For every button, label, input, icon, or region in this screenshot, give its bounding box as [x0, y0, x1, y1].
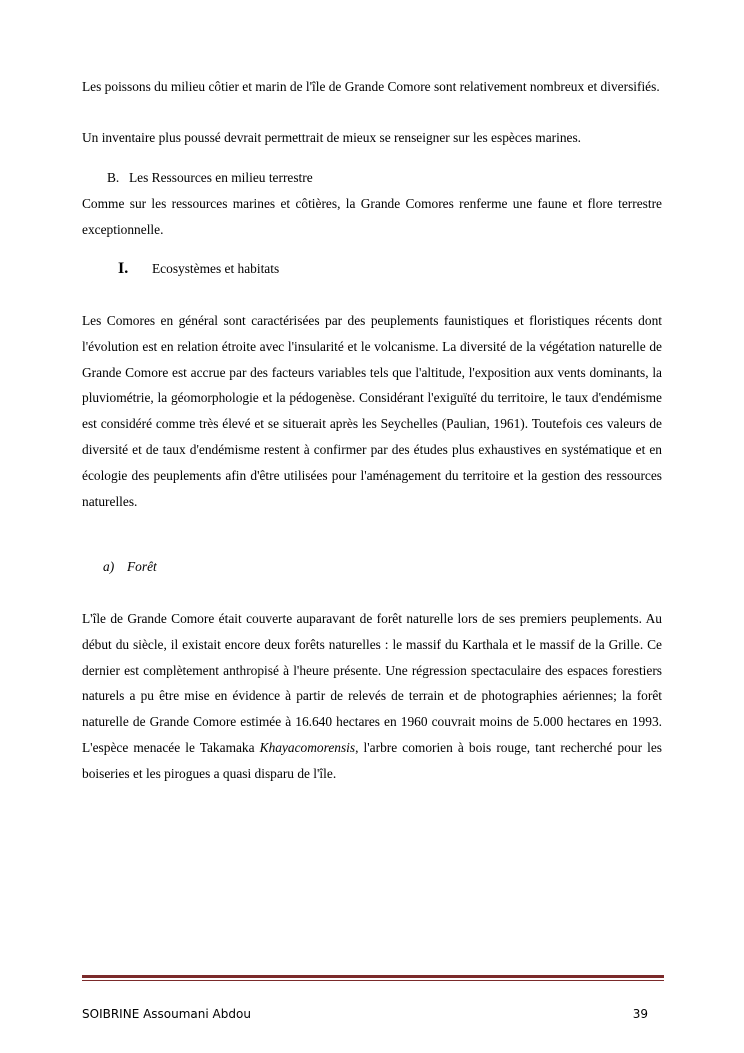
- section-b-marker: B.: [107, 170, 120, 185]
- section-i-marker: I.: [118, 260, 129, 277]
- footer-author: SOIBRINE Assoumani Abdou: [82, 1007, 251, 1021]
- paragraph-inventaire: Un inventaire plus poussé devrait permettrait de mieux se renseigner sur les espèces marines.: [82, 130, 582, 145]
- paragraph-foret-text-2: , l'arbre comorien à bois rouge, tant recherché pour les boiseries et les pirogues a quasi disparu de l'île.: [82, 739, 662, 781]
- footer-rule-thin: [82, 980, 664, 981]
- paragraph-foret: [82, 606, 662, 787]
- paragraph-poissons: Les poissons du milieu côtier et marin de l'île de Grande Comore sont relativement nombreux et diversifiés.: [82, 79, 660, 94]
- footer-rule-thick: [82, 975, 664, 978]
- section-i-title: Ecosystèmes et habitats: [152, 261, 280, 276]
- section-heading-b: [107, 168, 313, 188]
- section-a-title: Forêt: [127, 559, 157, 574]
- section-b-title: Les Ressources en milieu terrestre: [129, 170, 313, 185]
- page-footer: [82, 1006, 648, 1022]
- section-a-marker: a): [103, 559, 115, 574]
- section-heading-a: [103, 557, 157, 577]
- paragraph-comores: Les Comores en général sont caractérisées par des peuplements faunistiques et floristiques récents dont l'évolution est en relation étroite avec l'insularité et le volcanisme. La diversité de la végétation naturelle de Grande Comore est accrue par des facteurs variables tels que l'altitude, l'exposition aux vents dominants, la pluviométrie, la géomorphologie et la pédogenèse. Considérant l'exiguïté du territoire, le taux d'endémisme est considéré comme très élevé et se situerait après les Seychelles (Paulian, 1961). Toutefois ces valeurs de diversité et de taux d'endémisme restent à confirmer par des études plus exhaustives en systématique et en écologie des peuplements afin d'être utilisées pour l'aménagement du territoire et la gestion des ressources naturelles.: [82, 313, 662, 509]
- section-heading-i: [118, 258, 279, 280]
- paragraph-terrestre: Comme sur les ressources marines et côtières, la Grande Comores renferme une faune et flore terrestre exceptionnelle.: [82, 196, 662, 237]
- page-number: 39: [632, 1007, 648, 1021]
- species-name: Khayacomorensis: [259, 739, 356, 755]
- paragraph-foret-text-1: L'île de Grande Comore était couverte auparavant de forêt naturelle lors de ses premiers peuplements. Au début du siècle, il existait encore deux forêts naturelles : le massif du Karthala et le massif de la Grille. Ce dernier est complètement anthropisé à l'heure présente. Une régression spectaculaire des espaces forestiers naturels a pu être mise en évidence à partir de relevés de terrain et de photographies aériennes; la forêt naturelle de Grande Comore estimée à 16.640 hectares en 1960 couvrait moins de 5.000 hectares en 1993. L'espèce menacée le Takamaka: [82, 611, 662, 755]
